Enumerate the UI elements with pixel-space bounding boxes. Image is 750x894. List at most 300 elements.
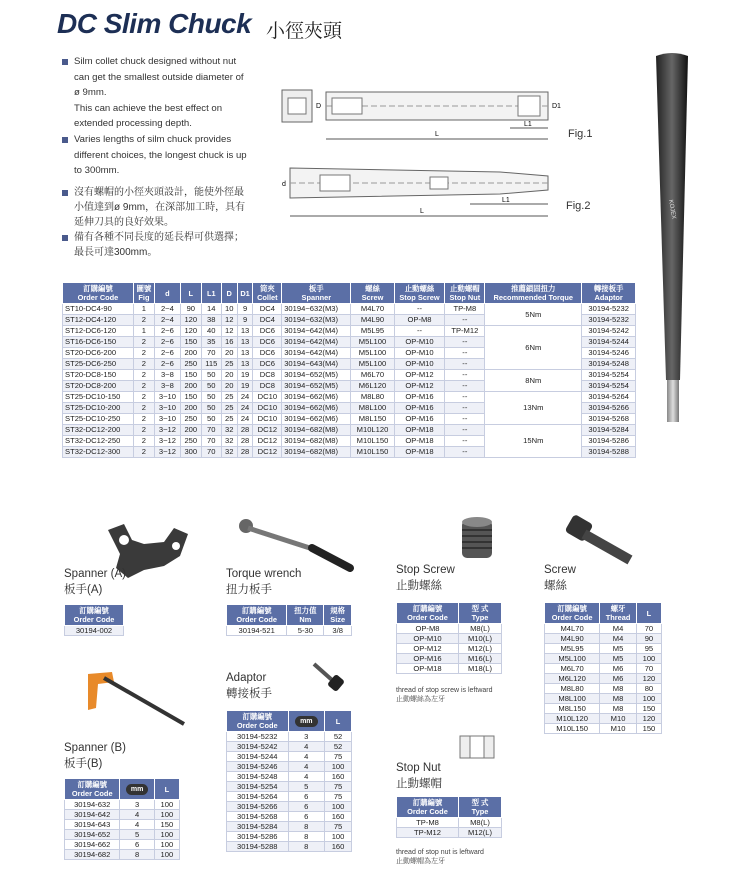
table-cell: 30194-642 <box>65 810 120 820</box>
table-cell: 2 <box>133 425 154 436</box>
table-row <box>545 644 662 654</box>
col-header-en: D1 <box>240 288 250 298</box>
page-title-zh: 小徑夾頭 <box>266 21 343 42</box>
table-cell: 13 <box>237 337 253 348</box>
table-cell: 20 <box>221 370 237 381</box>
table-cell: M18(L) <box>458 664 501 674</box>
table-cell: 30194-5264 <box>582 392 636 403</box>
table-cell: 160 <box>325 772 352 782</box>
table-cell: DC12 <box>253 447 282 458</box>
table-cell: DC6 <box>253 337 282 348</box>
table-row <box>63 326 636 337</box>
dim-l1: L1 <box>524 121 532 128</box>
table-cell: 50 <box>201 392 221 403</box>
table-cell: 30194-5268 <box>227 812 289 822</box>
table-cell: -- <box>445 447 485 458</box>
table-cell: 2 <box>133 348 154 359</box>
col-header-zh: 筒夾 <box>259 284 275 293</box>
table-cell: 30194-5232 <box>582 304 636 315</box>
table-cell: 30194-5254 <box>227 782 289 792</box>
table-cell: 30194-521 <box>227 626 287 636</box>
table-cell: M8 <box>600 704 637 714</box>
torque-cell: 5Nm <box>485 304 582 326</box>
table-cell: 30194~662(M6) <box>282 392 351 403</box>
table-cell: OP-M10 <box>394 359 445 370</box>
table-row <box>63 392 636 403</box>
table-cell: 4 <box>120 810 154 820</box>
table-cell: 30194~662(M6) <box>282 403 351 414</box>
table-row <box>545 624 662 634</box>
table-cell: -- <box>445 403 485 414</box>
table-cell: 9 <box>237 315 253 326</box>
table-row <box>65 850 180 860</box>
table-cell: 150 <box>180 392 201 403</box>
table-cell: M5L100 <box>351 337 394 348</box>
table-cell: -- <box>445 381 485 392</box>
table-cell: 25 <box>221 403 237 414</box>
table-row <box>227 626 352 636</box>
table-cell: 30194~642(M4) <box>282 348 351 359</box>
col-header-en: L <box>188 288 194 298</box>
table-cell: DC6 <box>253 348 282 359</box>
table-cell: 2~6 <box>154 348 180 359</box>
table-cell: 30194-5286 <box>227 832 289 842</box>
table-cell: 30194~682(M8) <box>282 447 351 458</box>
table-cell: DC12 <box>253 425 282 436</box>
table-cell: 30194~643(M4) <box>282 359 351 370</box>
table-cell: 100 <box>636 694 661 704</box>
table-row <box>63 425 636 436</box>
feature-item: Silm collet chuck designed without nut can get the smallest outside diameter of ø 9mm. <box>62 54 252 101</box>
table-cell: OP-M18 <box>397 664 459 674</box>
table-cell: 30194-5254 <box>582 370 636 381</box>
table-cell: 50 <box>201 403 221 414</box>
table-cell: M4L70 <box>545 624 600 634</box>
table-cell: ST16-DC6-150 <box>63 337 134 348</box>
table-cell: 100 <box>154 840 179 850</box>
table-cell: DC4 <box>253 315 282 326</box>
table-cell: 35 <box>201 337 221 348</box>
table-cell: 30194-652 <box>65 830 120 840</box>
table-cell: 3~10 <box>154 414 180 425</box>
table-cell: M8 <box>600 684 637 694</box>
table-cell: 4 <box>288 772 325 782</box>
table-row <box>545 654 662 664</box>
table-cell: OP-M16 <box>394 392 445 403</box>
table-cell: 30194-5264 <box>227 792 289 802</box>
table-cell: -- <box>445 436 485 447</box>
table-cell: 70 <box>201 436 221 447</box>
table-cell: 50 <box>201 414 221 425</box>
screw-table: 訂購編號 Order Code 螺牙 Thread L M4L70 M4 70 M4L90 M4 90 M5L95 M5 95 M5L100 M5 100 M6L70 M6 70 M6L120 M6 120 M8L80 M8 80 M8L100 M8 100 M8L150 M8 150 M10L120 M10 120 M10L150 M10 150 <box>544 602 662 734</box>
table-row <box>227 842 352 852</box>
table-cell: M10(L) <box>458 634 501 644</box>
table-cell: M12(L) <box>458 644 501 654</box>
table-cell: 250 <box>180 359 201 370</box>
table-cell: M4 <box>600 634 637 644</box>
table-cell: ST10-DC4-90 <box>63 304 134 315</box>
table-cell: OP-M8 <box>394 315 445 326</box>
table-cell: M10L150 <box>545 724 600 734</box>
table-cell: ST12-DC6-120 <box>63 326 134 337</box>
table-cell: 30194-5268 <box>582 414 636 425</box>
table-row <box>63 304 636 315</box>
col-header-zh: 止動螺絲 <box>404 284 435 293</box>
table-cell: 30194-5288 <box>582 447 636 458</box>
table-cell: DC10 <box>253 403 282 414</box>
col-header-zh: 訂購編號 <box>83 284 113 293</box>
table-cell: M6L120 <box>351 381 394 392</box>
table-cell: 2 <box>133 436 154 447</box>
table-cell: 52 <box>325 732 352 742</box>
feature-item-zh: 備有各種不同長度的延長桿可供選擇；最長可達300mm。 <box>62 230 252 260</box>
table-cell: 70 <box>636 664 661 674</box>
col-header-zh: 板手 <box>308 284 324 293</box>
screw-icon <box>564 514 636 568</box>
table-cell: 200 <box>180 425 201 436</box>
table-cell: 100 <box>154 800 179 810</box>
table-cell: M6L70 <box>545 664 600 674</box>
table-cell: 30194-632 <box>65 800 120 810</box>
col-header-en: Adaptor <box>594 293 623 302</box>
table-cell: 200 <box>180 381 201 392</box>
stop-screw-note: thread of stop screw is leftward 止動螺絲為左牙 <box>396 687 493 703</box>
table-cell: 38 <box>201 315 221 326</box>
table-row <box>545 714 662 724</box>
table-cell: 4 <box>288 762 325 772</box>
table-cell: 25 <box>221 392 237 403</box>
table-row <box>397 634 502 644</box>
table-cell: DC8 <box>253 370 282 381</box>
table-cell: 30194~642(M4) <box>282 337 351 348</box>
table-cell: 200 <box>180 348 201 359</box>
table-cell: 100 <box>154 830 179 840</box>
table-cell: 160 <box>325 842 352 852</box>
table-row <box>397 664 502 674</box>
table-cell: 2~6 <box>154 326 180 337</box>
dim-l: L <box>420 208 424 215</box>
table-cell: M4L90 <box>351 315 394 326</box>
table-cell: ST20-DC6-200 <box>63 348 134 359</box>
table-cell: 30194-5266 <box>582 403 636 414</box>
table-row <box>545 684 662 694</box>
table-cell: 160 <box>325 812 352 822</box>
table-cell: 70 <box>201 425 221 436</box>
table-cell: M5 <box>600 654 637 664</box>
table-cell: 30194-5288 <box>227 842 289 852</box>
table-cell: M10 <box>600 724 637 734</box>
table-cell: 8 <box>288 842 325 852</box>
table-cell: 100 <box>154 850 179 860</box>
brand-mark: KOJEX <box>667 199 677 220</box>
table-cell: 2~4 <box>154 304 180 315</box>
table-row <box>397 624 502 634</box>
table-cell: -- <box>445 414 485 425</box>
table-cell: 8 <box>288 832 325 842</box>
table-row <box>227 802 352 812</box>
table-cell: 80 <box>636 684 661 694</box>
table-cell: 90 <box>180 304 201 315</box>
table-row <box>545 704 662 714</box>
table-cell: -- <box>445 359 485 370</box>
table-cell: -- <box>394 304 445 315</box>
table-cell: 100 <box>325 802 352 812</box>
spanner-b-title: Spanner (B) 板手(B) <box>64 742 127 770</box>
table-cell: 2 <box>133 381 154 392</box>
table-cell: M6L120 <box>545 674 600 684</box>
dim-l1: L1 <box>502 197 510 204</box>
table-cell: 3~8 <box>154 381 180 392</box>
table-cell: 120 <box>180 326 201 337</box>
table-cell: TP-M12 <box>445 326 485 337</box>
table-row <box>397 654 502 664</box>
table-row <box>227 742 352 752</box>
table-cell: M8(L) <box>458 818 501 828</box>
table-cell: 30194-5266 <box>227 802 289 812</box>
table-cell: 3~12 <box>154 436 180 447</box>
table-cell: 1 <box>133 304 154 315</box>
table-cell: 100 <box>325 762 352 772</box>
table-cell: 30194-5232 <box>227 732 289 742</box>
table-cell: 2~4 <box>154 315 180 326</box>
table-cell: ST20-DC8-200 <box>63 381 134 392</box>
table-cell: M4L70 <box>351 304 394 315</box>
table-cell: 70 <box>636 624 661 634</box>
table-cell: M8L150 <box>545 704 600 714</box>
table-cell: ST32-DC12-250 <box>63 436 134 447</box>
screw-title: Screw 螺絲 <box>544 564 576 592</box>
table-cell: 4 <box>288 752 325 762</box>
table-cell: OP-M10 <box>394 337 445 348</box>
table-cell: -- <box>445 315 485 326</box>
table-cell: TP-M8 <box>445 304 485 315</box>
table-cell: 28 <box>237 436 253 447</box>
stop-screw-title: Stop Screw 止動螺絲 <box>396 564 455 592</box>
table-cell: 3/8 <box>324 626 352 636</box>
table-cell: TP-M12 <box>397 828 459 838</box>
table-cell: 19 <box>237 370 253 381</box>
torque-cell: 13Nm <box>485 392 582 425</box>
page-title: DC Slim Chuck <box>57 8 252 39</box>
table-cell: -- <box>445 392 485 403</box>
table-cell: 100 <box>154 810 179 820</box>
table-row <box>227 752 352 762</box>
table-cell: 30194~642(M4) <box>282 326 351 337</box>
col-header-en: Collet <box>257 293 278 302</box>
table-cell: OP-M18 <box>394 436 445 447</box>
table-cell: DC10 <box>253 392 282 403</box>
spanner-b-icon <box>82 668 188 730</box>
table-cell: M8(L) <box>458 624 501 634</box>
table-cell: 30194-5284 <box>227 822 289 832</box>
table-cell: 6 <box>288 812 325 822</box>
table-row <box>227 762 352 772</box>
feature-item-zh: 沒有螺帽的小徑夾頭設計，能使外徑最小值達到ø 9mm，在深部加工時，具有延伸刀具的良好效果。 <box>62 185 252 230</box>
feature-list <box>62 54 252 260</box>
table-cell: 19 <box>237 381 253 392</box>
figure-2-label: Fig.2 <box>566 200 591 212</box>
table-cell: ST32-DC12-200 <box>63 425 134 436</box>
table-cell: 30194-682 <box>65 850 120 860</box>
col-header-en: Stop Nut <box>449 293 481 302</box>
table-cell: 24 <box>237 392 253 403</box>
dim-d: D <box>316 103 322 110</box>
table-row <box>227 822 352 832</box>
table-cell: ST12-DC4-120 <box>63 315 134 326</box>
table-cell: 5 <box>120 830 154 840</box>
table-cell: 250 <box>180 414 201 425</box>
figure-2-drawing <box>280 160 570 230</box>
table-cell: 6 <box>120 840 154 850</box>
col-header <box>63 283 134 304</box>
chuck-photo <box>636 50 716 430</box>
table-cell: ST20-DC8-150 <box>63 370 134 381</box>
table-cell: M6 <box>600 664 637 674</box>
table-cell: 3~10 <box>154 403 180 414</box>
table-cell: 30194~682(M8) <box>282 436 351 447</box>
table-cell: 32 <box>221 447 237 458</box>
col-header-en: Stop Screw <box>399 293 440 302</box>
table-cell: 30194~682(M8) <box>282 425 351 436</box>
table-cell: 13 <box>237 348 253 359</box>
table-cell: 50 <box>201 381 221 392</box>
table-cell: 150 <box>636 724 661 734</box>
table-cell: DC8 <box>253 381 282 392</box>
table-cell: 115 <box>201 359 221 370</box>
table-cell: M10L150 <box>351 447 394 458</box>
table-cell: 10 <box>221 304 237 315</box>
table-cell: ST32-DC12-300 <box>63 447 134 458</box>
table-cell: M4 <box>600 624 637 634</box>
table-cell: 2 <box>133 447 154 458</box>
table-cell: ST25-DC10-250 <box>63 414 134 425</box>
table-cell: OP-M10 <box>397 634 459 644</box>
table-cell: M10L120 <box>545 714 600 724</box>
table-cell: DC10 <box>253 414 282 425</box>
table-cell: M16(L) <box>458 654 501 664</box>
table-cell: 4 <box>288 742 325 752</box>
figure-1-label: Fig.1 <box>568 128 593 140</box>
table-cell: M8L80 <box>545 684 600 694</box>
table-cell: M8 <box>600 694 637 704</box>
table-row <box>65 840 180 850</box>
table-cell: 4 <box>120 820 154 830</box>
table-cell: 24 <box>237 403 253 414</box>
table-cell: 30194-002 <box>65 626 124 636</box>
table-row <box>63 370 636 381</box>
table-cell: 16 <box>221 337 237 348</box>
table-cell: -- <box>445 425 485 436</box>
table-cell: M12(L) <box>458 828 501 838</box>
table-cell: 200 <box>180 403 201 414</box>
table-row <box>227 792 352 802</box>
table-row <box>545 724 662 734</box>
table-cell: 32 <box>221 425 237 436</box>
table-row <box>227 812 352 822</box>
table-cell: -- <box>445 370 485 381</box>
table-cell: 120 <box>180 315 201 326</box>
table-cell: M5L100 <box>351 348 394 359</box>
table-row <box>227 832 352 842</box>
table-cell: 2~6 <box>154 359 180 370</box>
table-cell: 24 <box>237 414 253 425</box>
table-cell: 9 <box>237 304 253 315</box>
table-cell: 13 <box>237 359 253 370</box>
col-header <box>201 283 221 304</box>
col-header-zh: 止動螺帽 <box>450 284 480 293</box>
stop-nut-table: 訂購編號 Order Code 型 式 Type TP-M8 M8(L) TP-M12 M12(L) <box>396 796 502 838</box>
table-cell: OP-M16 <box>394 414 445 425</box>
table-cell: 120 <box>636 714 661 724</box>
torque-wrench-table: 訂購編號 Order Code 扭力值 Nm 規格 Size 30194-521 5-30 3/8 <box>226 604 352 636</box>
table-cell: 150 <box>180 370 201 381</box>
table-cell: OP-M12 <box>394 370 445 381</box>
table-row <box>397 828 502 838</box>
table-row <box>545 674 662 684</box>
adaptor-icon <box>310 660 346 694</box>
col-header-zh: 推薦鎖固扭力 <box>511 284 556 293</box>
table-cell: 95 <box>636 644 661 654</box>
table-cell: DC4 <box>253 304 282 315</box>
table-cell: M8L100 <box>351 403 394 414</box>
table-cell: 6 <box>288 792 325 802</box>
stop-screw-icon <box>458 514 498 564</box>
table-cell: 3~12 <box>154 447 180 458</box>
table-cell: M6 <box>600 674 637 684</box>
table-cell: OP-M8 <box>397 624 459 634</box>
stop-nut-title: Stop Nut 止動螺帽 <box>396 762 442 790</box>
table-cell: 6 <box>288 802 325 812</box>
table-cell: 30194-5248 <box>227 772 289 782</box>
torque-cell: 6Nm <box>485 326 582 370</box>
table-cell: ST25-DC6-250 <box>63 359 134 370</box>
table-cell: 120 <box>636 674 661 684</box>
table-cell: 5 <box>288 782 325 792</box>
col-header <box>282 283 351 304</box>
table-cell: 28 <box>237 425 253 436</box>
table-cell: 3 <box>120 800 154 810</box>
table-cell: 8 <box>120 850 154 860</box>
torque-cell: 8Nm <box>485 370 582 392</box>
table-cell: 52 <box>325 742 352 752</box>
table-cell: 20 <box>221 348 237 359</box>
table-cell: M5 <box>600 644 637 654</box>
spanner-b-table <box>64 778 180 860</box>
table-cell: 30194-5286 <box>582 436 636 447</box>
col-header <box>485 283 582 304</box>
table-cell: -- <box>394 326 445 337</box>
col-header <box>351 283 394 304</box>
col-header-en: d <box>165 288 170 298</box>
col-header-en: Screw <box>361 293 384 302</box>
table-cell: 30194-643 <box>65 820 120 830</box>
spanner-a-table <box>64 604 124 636</box>
table-cell: 30194~662(M6) <box>282 414 351 425</box>
col-header-en: L1 <box>206 288 216 298</box>
table-cell: 150 <box>154 820 179 830</box>
dim-d: d <box>282 181 286 188</box>
table-cell: 1 <box>133 326 154 337</box>
col-mm: mm <box>120 779 154 800</box>
table-cell: OP-M10 <box>394 348 445 359</box>
table-cell: 25 <box>221 414 237 425</box>
table-cell: OP-M18 <box>394 425 445 436</box>
table-cell: DC6 <box>253 326 282 337</box>
table-cell: 30194-5248 <box>582 359 636 370</box>
table-cell: 30194-5244 <box>227 752 289 762</box>
table-cell: 30194-5244 <box>582 337 636 348</box>
col-header <box>154 283 180 304</box>
